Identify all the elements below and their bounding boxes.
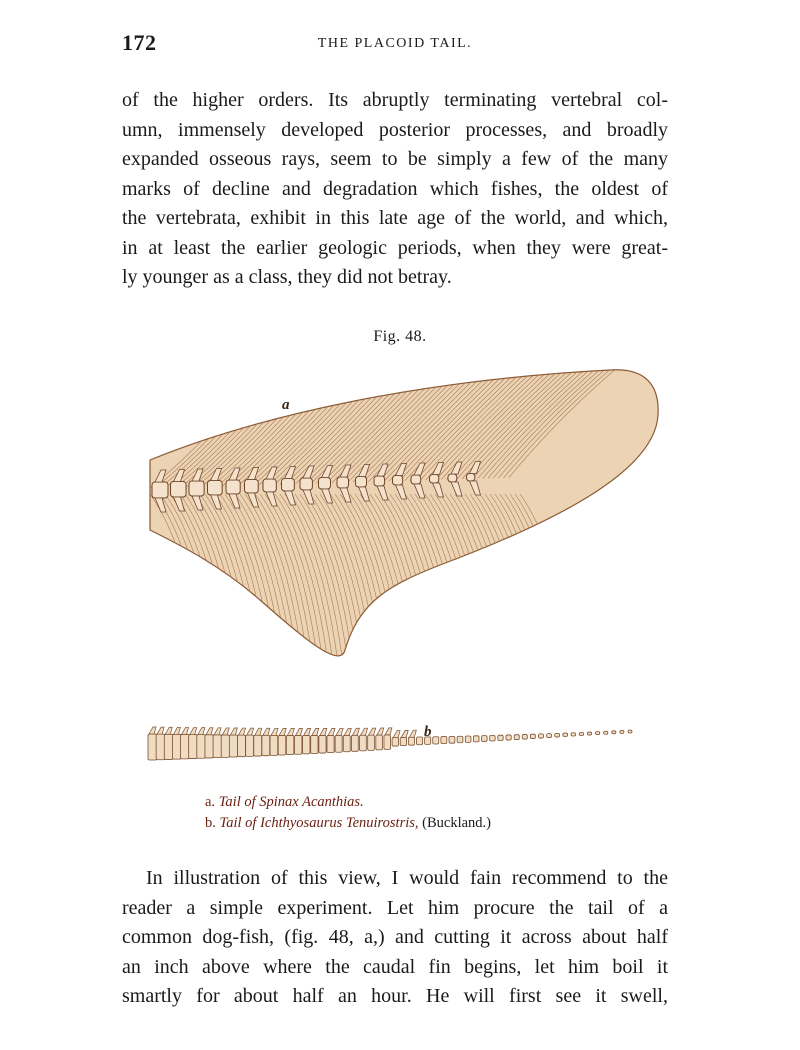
tail-vertebra — [416, 737, 422, 745]
tail-vertebra — [490, 735, 495, 741]
caption-b-text: Tail of Ichthyosaurus Tenuirostris, — [219, 815, 419, 831]
tail-vertebra — [213, 735, 221, 758]
tail-spine — [295, 728, 302, 735]
caption-b-prefix: b. — [205, 815, 216, 831]
tail-spine — [328, 728, 335, 735]
text-line: ly younger as a class, they did not betray. — [122, 266, 452, 288]
tail-spine — [385, 728, 392, 735]
tail-vertebra — [197, 735, 205, 759]
figure-captions — [205, 792, 491, 834]
vertebra — [226, 480, 240, 494]
tail-vertebra — [172, 734, 181, 759]
tail-spine — [344, 728, 351, 735]
vertebra — [337, 477, 349, 488]
tail-spine — [190, 728, 197, 735]
figure-a-tail-illustration — [140, 360, 660, 690]
tail-vertebra — [286, 735, 294, 754]
page-header — [122, 30, 668, 60]
vertebra — [374, 476, 385, 486]
tail-vertebra — [327, 735, 334, 752]
tail-vertebra — [514, 735, 519, 740]
tail-vertebra — [498, 735, 503, 740]
tail-vertebra — [205, 735, 213, 758]
caption-a-text: Tail of Spinax Acanthias. — [218, 794, 364, 810]
tail-vertebra — [335, 735, 342, 752]
tail-vertebra — [604, 731, 608, 734]
tail-spine — [393, 731, 400, 738]
vertebra — [189, 481, 204, 496]
tail-vertebra — [237, 735, 245, 757]
tail-vertebra — [465, 736, 471, 742]
caption-a-prefix: a. — [205, 794, 216, 810]
tail-vertebra — [433, 737, 439, 744]
tail-vertebra — [262, 735, 270, 755]
tail-spine — [287, 728, 294, 735]
tail-vertebra — [547, 734, 552, 738]
paragraph-bottom — [122, 864, 668, 1012]
tail-vertebra — [189, 735, 198, 759]
text-line: common dog-fish, (fig. 48, a,) and cutting it across about half — [122, 926, 668, 948]
vertebra — [171, 482, 187, 498]
fin-shape — [150, 370, 658, 656]
vertebra — [467, 474, 475, 482]
vertebra — [356, 477, 367, 488]
vertebra — [448, 474, 457, 482]
tail-vertebra — [555, 733, 560, 737]
tail-vertebra — [522, 734, 527, 739]
tail-spine — [401, 730, 408, 737]
tail-spine — [198, 728, 205, 735]
tail-vertebra — [408, 737, 414, 745]
vertebra — [430, 475, 439, 484]
tail-vertebra — [449, 736, 455, 743]
text-line: marks of decline and degradation which fishes, the oldest of — [122, 177, 668, 200]
tail-vertebra — [628, 730, 632, 733]
tail-vertebra — [620, 730, 624, 733]
tail-spine — [320, 728, 327, 735]
tail-spine — [336, 728, 343, 735]
tail-vertebra — [360, 735, 367, 751]
caption-b-credit: (Buckland.) — [422, 815, 491, 831]
tail-vertebra — [612, 731, 616, 734]
tail-spine — [182, 727, 189, 734]
tail-vertebra — [164, 734, 173, 759]
vertebra — [282, 479, 295, 492]
tail-spine — [255, 728, 262, 735]
tail-vertebra — [270, 735, 278, 755]
text-line: umn, immensely developed posterior processes, and broadly — [122, 118, 668, 141]
tail-spine — [149, 727, 156, 734]
tail-vertebra — [343, 735, 350, 751]
tail-spine — [173, 727, 180, 734]
tail-spine — [377, 728, 384, 735]
tail-vertebra — [530, 734, 535, 738]
tail-spine — [271, 728, 278, 735]
tail-spine — [361, 728, 368, 735]
tail-vertebra — [482, 736, 488, 742]
text-line: an inch above where the caudal fin begins, let him boil it — [122, 955, 668, 978]
page-number: 172 — [122, 30, 157, 55]
vertebra — [319, 478, 331, 490]
tail-vertebra — [392, 738, 398, 746]
tail-spine — [222, 728, 229, 735]
tail-vertebra — [319, 735, 326, 753]
tail-vertebra — [457, 736, 463, 743]
tail-vertebra — [156, 734, 165, 760]
figure-letter-b: b — [424, 724, 432, 740]
text-line: of the higher orders. Its abruptly terminating vertebral col- — [122, 89, 668, 111]
tail-spine — [369, 728, 376, 735]
caption-a — [205, 792, 491, 813]
text-line: in at least the earlier geologic periods, when they were great- — [122, 236, 668, 259]
tail-vertebra — [229, 735, 237, 757]
tail-vertebra — [563, 733, 568, 736]
tail-vertebra — [311, 735, 318, 753]
tail-spine — [409, 730, 416, 737]
tail-spine — [279, 728, 286, 735]
vertebra — [208, 481, 223, 496]
tail-vertebra — [506, 735, 511, 740]
tail-spine — [312, 728, 319, 735]
figure-b-tail-illustration — [140, 705, 640, 780]
tail-spine — [214, 728, 221, 735]
tail-vertebra — [384, 735, 391, 749]
text-line: In illustration of this view, I would fain recommend to the — [146, 867, 668, 889]
figure-letter-a: a — [282, 397, 290, 413]
tail-vertebra — [368, 735, 375, 750]
tail-spine — [304, 728, 311, 735]
tail-vertebra — [246, 735, 254, 756]
tail-spine — [352, 728, 359, 735]
tail-spine — [247, 728, 254, 735]
caption-b — [205, 813, 491, 834]
tail-spine — [165, 727, 172, 734]
text-line: smartly for about half an hour. He will first see it swell, — [122, 985, 668, 1007]
text-line: expanded osseous rays, seem to be simply a few of the many — [122, 148, 668, 170]
tail-vertebra — [351, 735, 358, 751]
tail-spine — [238, 728, 245, 735]
vertebra — [245, 480, 259, 494]
tail-vertebra — [595, 732, 599, 735]
tail-vertebra — [539, 734, 544, 738]
figure-label: Fig. 48. — [373, 328, 427, 345]
tail-vertebra — [278, 735, 286, 755]
vertebra — [263, 479, 276, 492]
tail-vertebra — [376, 735, 383, 750]
tail-vertebra — [579, 732, 584, 735]
tail-vertebra — [303, 735, 310, 753]
tail-vertebra — [254, 735, 262, 756]
vertebra — [411, 475, 421, 484]
tail-vertebra — [181, 734, 190, 758]
vertebra — [152, 482, 168, 498]
tail-vertebra — [294, 735, 301, 754]
tail-vertebrae — [148, 727, 632, 760]
tail-vertebra — [441, 737, 447, 744]
paragraph-top — [122, 86, 668, 293]
tail-vertebra — [148, 734, 157, 760]
text-line: the vertebrata, exhibit in this late age of the world, and which, — [122, 207, 668, 229]
tail-vertebra — [221, 735, 229, 757]
text-line: reader a simple experiment. Let him procure the tail of a — [122, 896, 668, 919]
vertebra — [300, 478, 312, 490]
tail-vertebra — [571, 733, 576, 736]
tail-spine — [206, 728, 213, 735]
running-title: THE PLACOID TAIL. — [317, 36, 473, 51]
tail-spine — [230, 728, 237, 735]
tail-spine — [157, 727, 164, 734]
vertebra — [393, 476, 403, 486]
tail-vertebra — [400, 737, 406, 745]
tail-vertebra — [587, 732, 591, 735]
tail-vertebra — [473, 736, 479, 742]
tail-spine — [263, 728, 270, 735]
